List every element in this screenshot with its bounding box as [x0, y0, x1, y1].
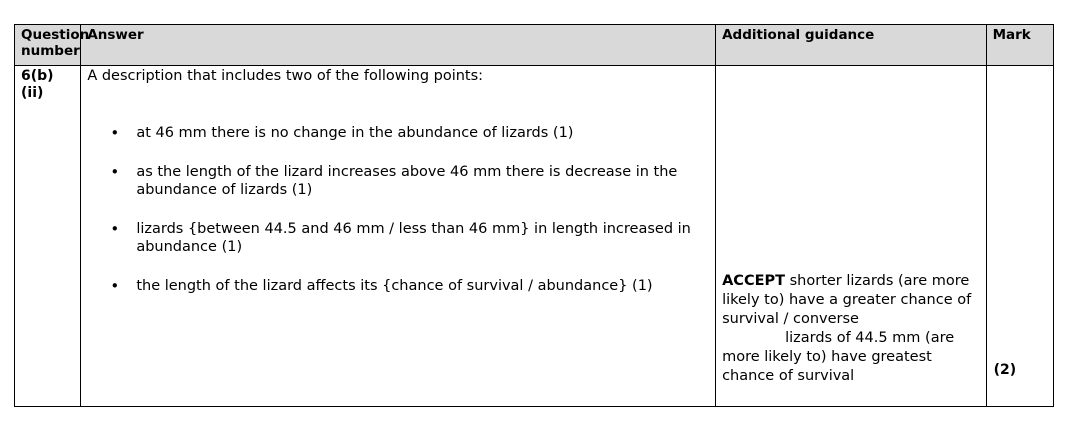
answer-point	[87, 124, 709, 142]
guidance-second-text: lizards of 44.5 mm (are more likely to) have greatest chance of survival	[722, 330, 955, 384]
bullet-icon: •	[110, 220, 120, 238]
bullet-icon: •	[110, 277, 120, 295]
guidance-cell	[716, 66, 987, 407]
bullet-icon: •	[110, 124, 120, 142]
mark-scheme-table	[14, 24, 1054, 407]
guidance-line-accept	[722, 272, 980, 329]
accept-keyword: ACCEPT	[722, 273, 786, 289]
guidance-line-second	[722, 329, 980, 386]
mark-value: (2)	[993, 362, 1017, 378]
answer-point	[87, 277, 709, 295]
answer-points-list	[87, 124, 709, 295]
answer-cell	[81, 66, 716, 407]
question-number: 6(b)(ii)	[15, 66, 81, 407]
answer-point-text: lizards {between 44.5 and 46 mm / less than 46 mm} in length increased in abundance (1)	[136, 221, 691, 255]
answer-point-text: at 46 mm there is no change in the abundance of lizards (1)	[136, 125, 574, 141]
answer-point-text: the length of the lizard affects its {chance of survival / abundance} (1)	[136, 278, 653, 294]
header-mark: Mark	[986, 25, 1053, 66]
guidance-accept-text: shorter lizards (are more likely to) have a greater chance of survival / converse	[722, 273, 972, 327]
answer-point	[87, 220, 709, 256]
answer-row	[15, 66, 1054, 407]
header-row	[15, 25, 1054, 66]
guidance-text	[722, 272, 980, 386]
answer-point-text: as the length of the lizard increases above 46 mm there is decrease in the abundance of lizards (1)	[136, 164, 678, 198]
answer-point	[87, 163, 709, 199]
header-answer: Answer	[81, 25, 716, 66]
header-question-number: Question number	[15, 25, 81, 66]
mark-cell	[986, 66, 1053, 407]
answer-intro: A description that includes two of the following points:	[87, 68, 484, 84]
bullet-icon: •	[110, 163, 120, 181]
header-additional-guidance: Additional guidance	[716, 25, 987, 66]
